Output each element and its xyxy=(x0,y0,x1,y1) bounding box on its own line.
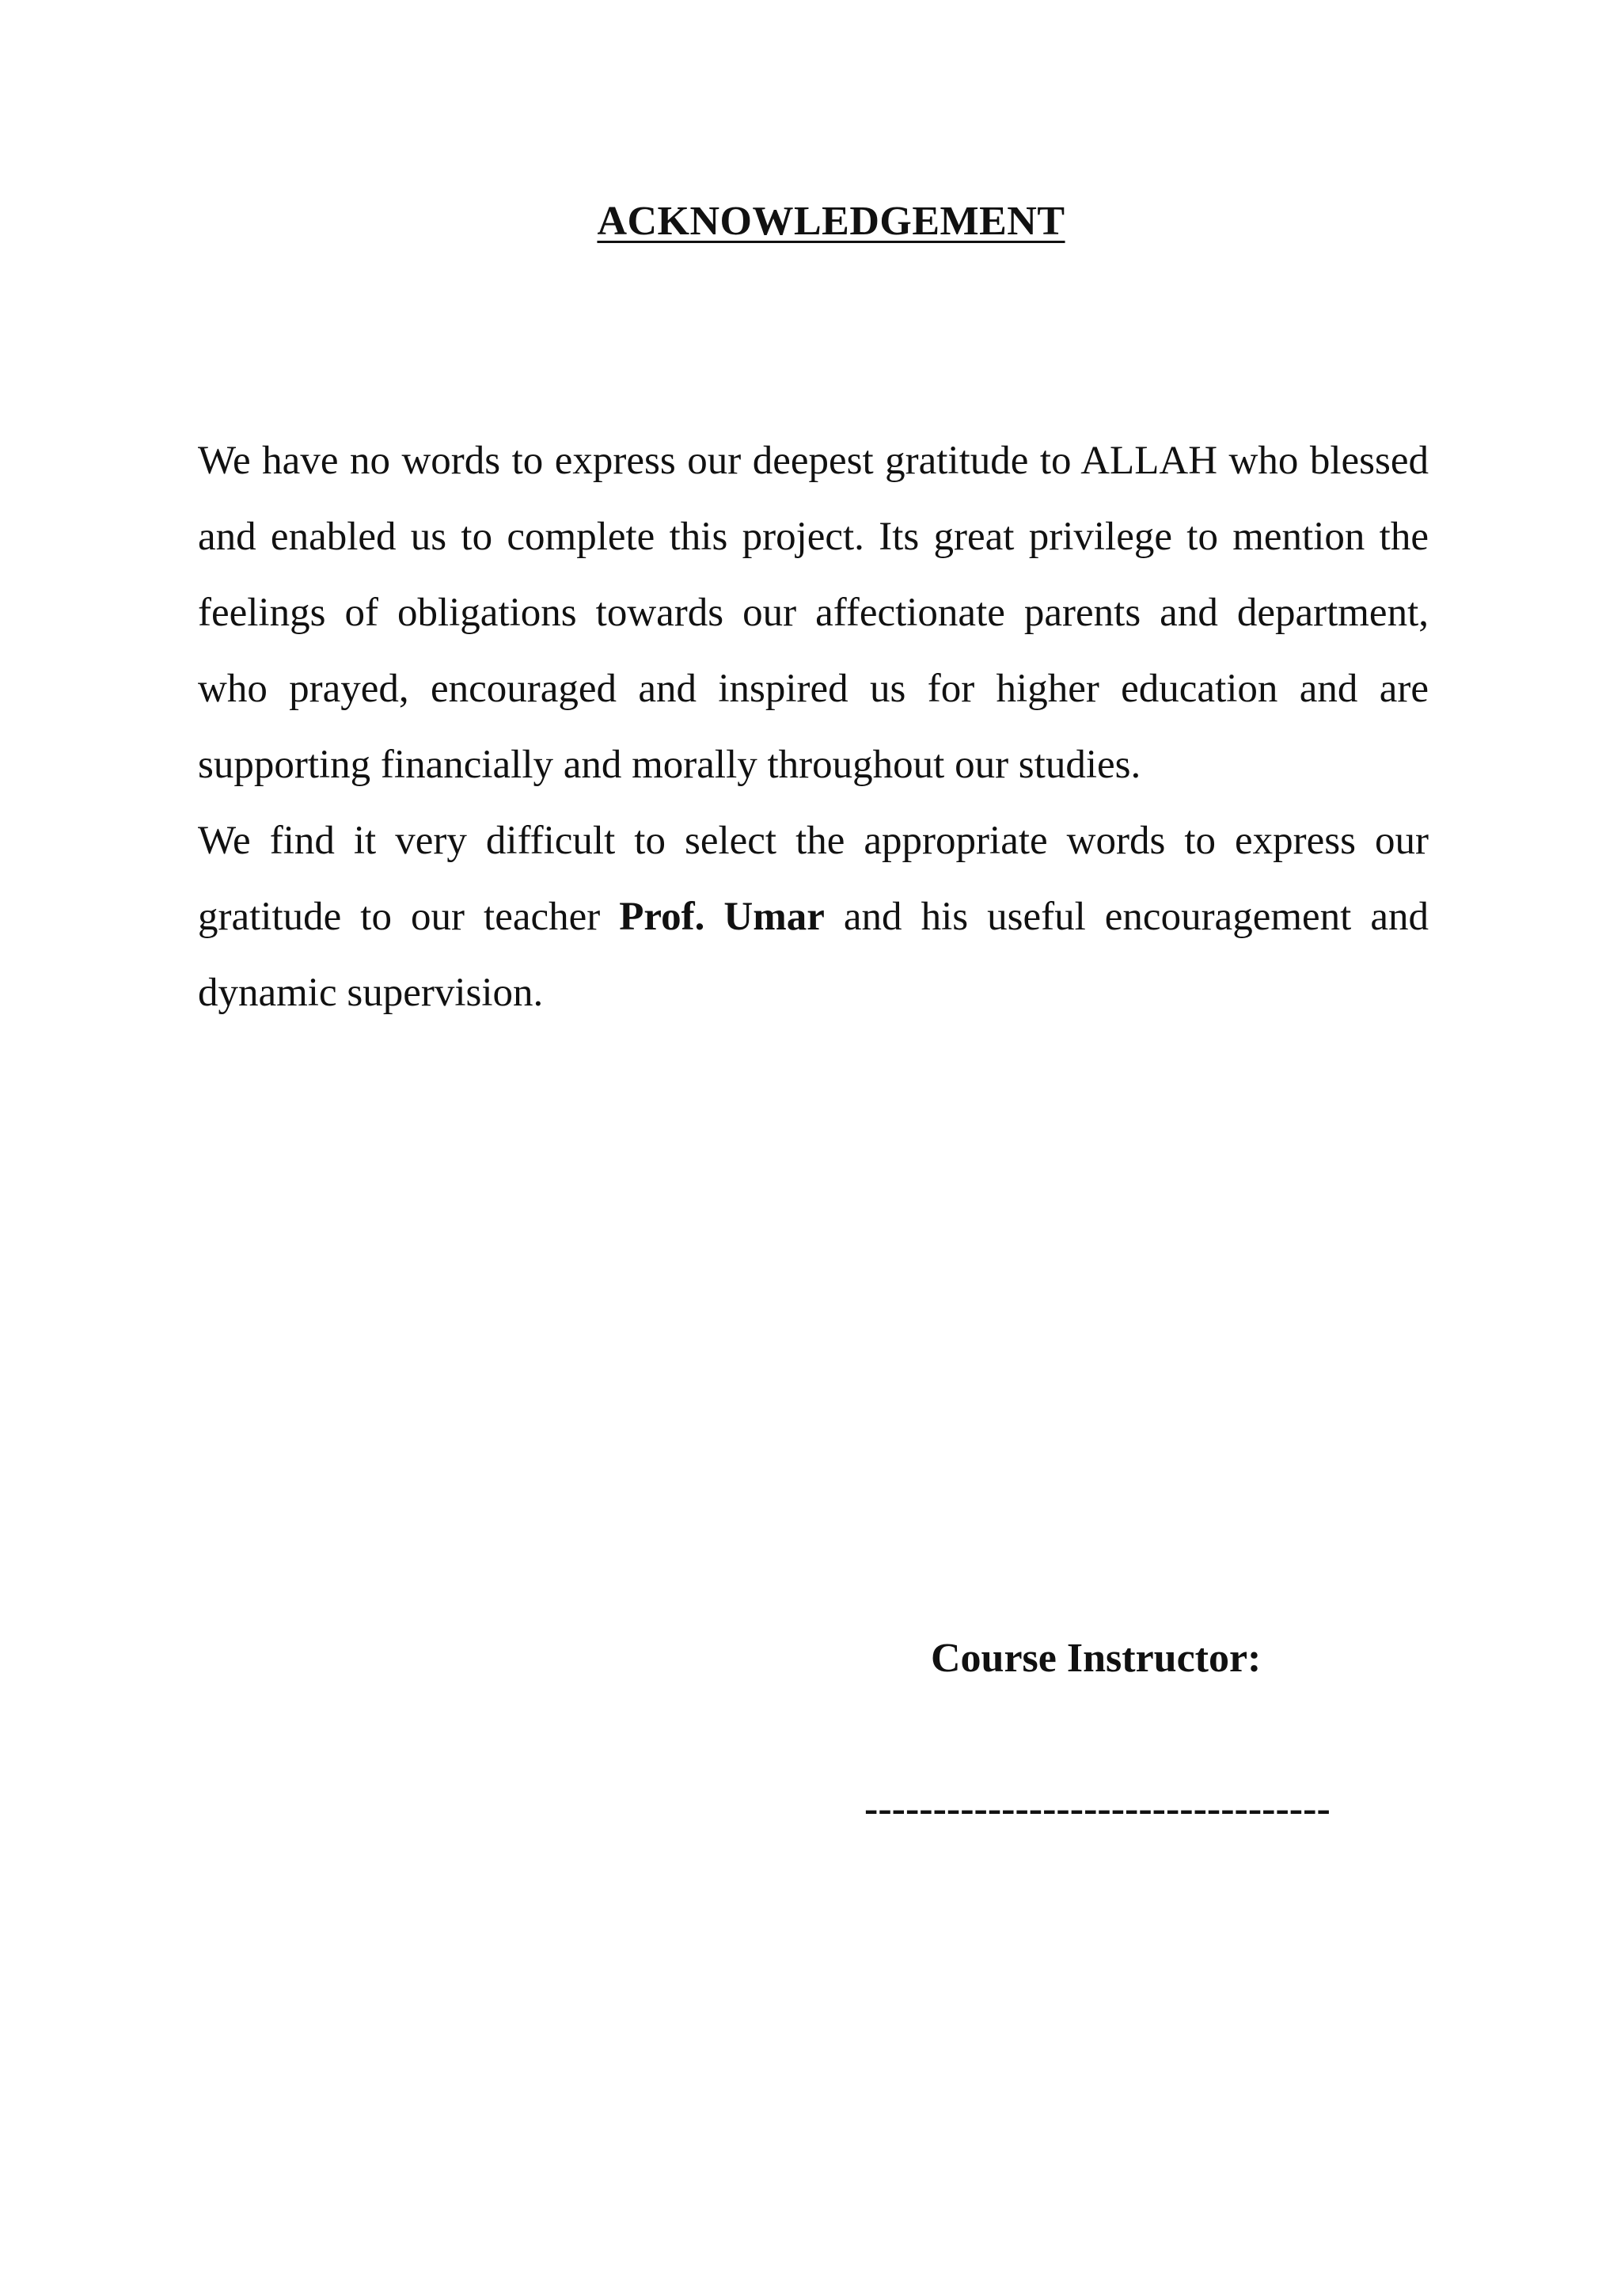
course-instructor-label: Course Instructor: xyxy=(931,1636,1262,1681)
paragraph-teacher xyxy=(198,803,1429,1031)
page-title: ACKNOWLEDGEMENT xyxy=(597,199,1065,244)
paragraph-teacher-intro: We find it very difficult to select the appropriate words to express our gratitude to our teacher xyxy=(198,819,1429,939)
signature-line: ---------------------------------- xyxy=(864,1786,1331,1831)
teacher-name: Prof. Umar xyxy=(619,895,825,939)
paragraph-gratitude: We have no words to express our deepest gratitude to ALLAH who blessed and enabled us to complete this project. Its great privilege to mention the feelings of obligations towards our affectionate parents and department, who prayed, encouraged and inspired us for higher education and are supporting financially and morally throughout our studies. xyxy=(198,439,1429,787)
paragraph-teacher-closing: and his useful encouragement and dynamic supervision. xyxy=(198,895,1429,1015)
acknowledgement-body xyxy=(198,423,1429,1031)
